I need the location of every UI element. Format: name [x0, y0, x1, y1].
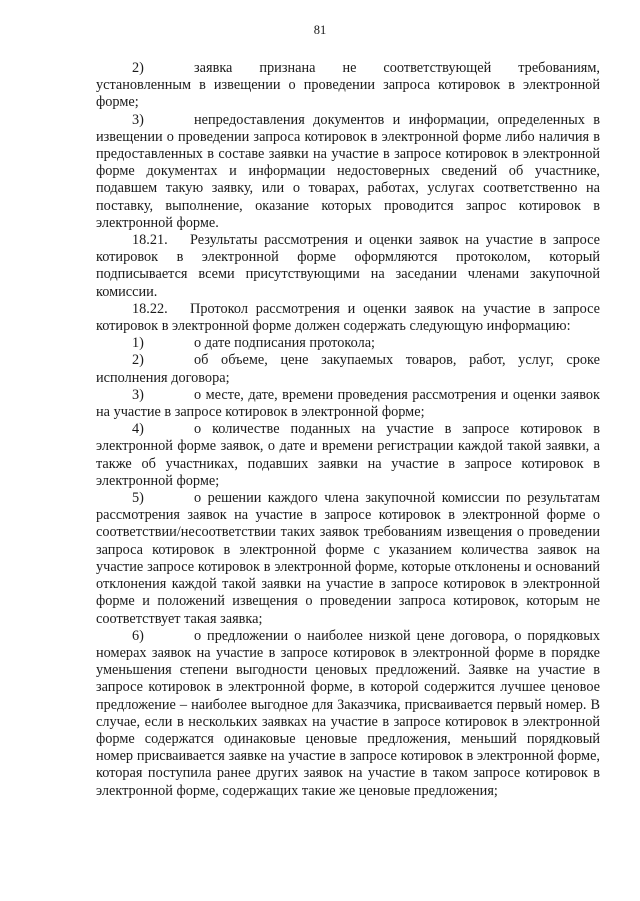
- item-text: заявка признана не соответствующей требованиям, установленным в извещении о проведении запроса котировок в электронной форме;: [96, 60, 600, 111]
- item-text: о месте, дате, времени проведения рассмотрения и оценки заявок на участие в запросе котировок в электронной форме;: [96, 386, 600, 421]
- item-number: 2): [132, 352, 144, 369]
- item-number: 4): [132, 421, 144, 438]
- clause-number: 18.22.: [132, 300, 168, 317]
- item-number: 2): [132, 60, 144, 76]
- item-number: 1): [132, 335, 144, 352]
- list-item-2: [96, 60, 600, 112]
- item-text: о дате подписания протокола;: [194, 335, 376, 352]
- item-text: о предложении о наиболее низкой цене договора, о порядковых номерах заявок на участие в запросе котировок в электронной форме в порядке уменьшения степени выгодности ценовых предложений. Заявке на участие в запросе котировок в электронной форме, в которой содержится лучшее ценовое предложение – наиболее выгодное для Заказчика, присваивается первый номер. В случае, если в нескольких заявках на участие в запросе котировок в электронной форме содержатся одинаковые ценовые предложения, меньший порядковый номер присваивается заявке на участие в запросе котировок в электронной форме, которая поступила ранее других заявок на участие в таком запросе котировок в электронной форме, содержащих такие же ценовые предложения;: [96, 627, 600, 799]
- item-text: непредоставления документов и информации, определенных в извещении о проведении запроса котировок в электронной форме либо наличия в предоставленных в составе заявки на участие в запросе котировок в электронной форме документах и информации недостоверных сведений об участнике, подавшем такую заявку, или о товарах, работах, услугах соответственно на поставку, выполнение, оказание которых проводится запрос котировок в электронной форме.: [96, 111, 600, 231]
- list-item-3b: [96, 387, 600, 421]
- item-number: 3): [132, 111, 144, 128]
- document-body: [96, 60, 600, 800]
- list-item-6: [96, 628, 600, 800]
- item-text: о количестве поданных на участие в запросе котировок в электронной форме заявок, о дате и времени регистрации каждой такой заявки, а также об участниках, подавших заявки на участие в запросе котировок в электронной форме;: [96, 421, 600, 489]
- clause-text: Протокол рассмотрения и оценки заявок на участие в запросе котировок в электронной форме должен содержать следующую информацию:: [96, 300, 600, 335]
- item-text: о решении каждого члена закупочной комиссии по результатам рассмотрения заявок на участие в запросе котировок в электронной форме о соответствии/несоответствии таких заявок требованиям извещения о проведении запроса котировок в электронной форме с указанием количества заявок на участие запросе котировок в электронной форме, которые отклонены и оснований отклонения каждой такой заявки на участие в запросе котировок в электронной форме и положений извещения о проведении запроса котировок, которым не соответствует такая заявка;: [96, 490, 600, 627]
- clause-18-21: [96, 232, 600, 301]
- item-number: 3): [132, 386, 144, 403]
- list-item-5: [96, 490, 600, 628]
- list-item-1: [96, 335, 600, 352]
- list-item-3: [96, 112, 600, 232]
- item-number: 6): [132, 627, 144, 644]
- list-item-4: [96, 421, 600, 490]
- list-item-2b: [96, 352, 600, 386]
- clause-text: Результаты рассмотрения и оценки заявок на участие в запросе котировок в электронной форме оформляются протоколом, который подписывается всеми присутствующими на заседании членами закупочной комиссии.: [96, 232, 600, 300]
- item-number: 5): [132, 490, 144, 507]
- clause-number: 18.21.: [132, 232, 168, 249]
- clause-18-22: [96, 301, 600, 335]
- page-number: 81: [313, 23, 327, 37]
- item-text: об объеме, цене закупаемых товаров, работ, услуг, сроке исполнения договора;: [96, 352, 600, 386]
